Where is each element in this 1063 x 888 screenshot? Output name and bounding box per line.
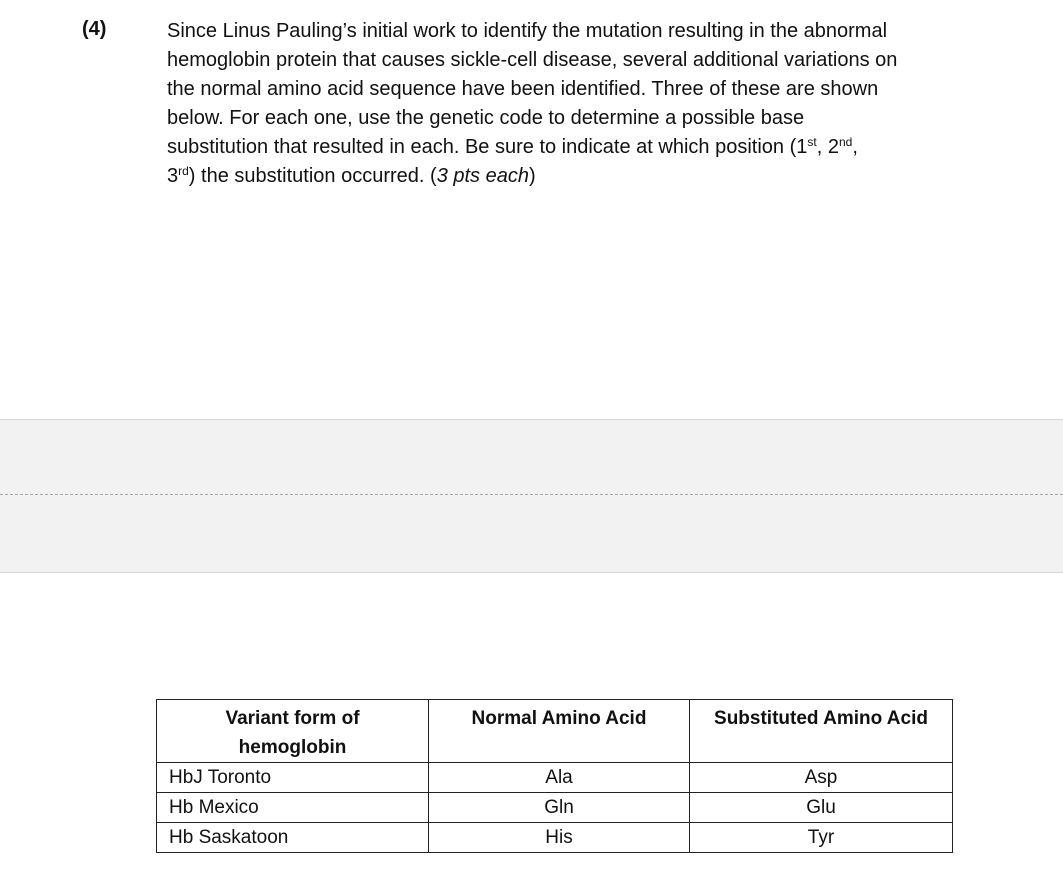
prompt-line [167, 133, 987, 162]
cell-substituted: Glu [690, 793, 953, 823]
prompt-line: Since Linus Pauling’s initial work to identify the mutation resulting in the abnormal [167, 20, 888, 42]
hemoglobin-variants-table [156, 699, 953, 853]
header-variant-line: Variant form of [225, 708, 360, 729]
header-substituted: Substituted Amino Acid [690, 700, 953, 763]
prompt-line: below. For each one, use the genetic code to determine a possible base [167, 107, 805, 129]
question-number: (4) [82, 18, 107, 40]
header-variant [157, 700, 429, 763]
cell-variant: Hb Saskatoon [157, 823, 429, 853]
header-normal: Normal Amino Acid [429, 700, 690, 763]
prompt-line [167, 162, 987, 191]
cell-normal: His [429, 823, 690, 853]
answer-gap-band [0, 419, 1063, 573]
prompt-line: the normal amino acid sequence have been identified. Three of these are shown [167, 78, 879, 100]
header-variant-line: hemoglobin [238, 737, 347, 758]
prompt-line: hemoglobin protein that causes sickle-cell disease, several additional variations on [167, 49, 898, 71]
prompt-text: ) [528, 165, 536, 187]
points-note: 3 pts each [436, 165, 529, 187]
prompt-text: , 2 [816, 136, 839, 158]
cell-normal: Ala [429, 763, 690, 793]
table-row [157, 793, 953, 823]
table-row [157, 763, 953, 793]
table-header-row [157, 700, 953, 763]
ordinal-suffix: rd [178, 164, 189, 178]
cell-substituted: Tyr [690, 823, 953, 853]
cell-variant: Hb Mexico [157, 793, 429, 823]
cell-substituted: Asp [690, 763, 953, 793]
prompt-text: substitution that resulted in each. Be sure to indicate at which position (1 [167, 136, 808, 158]
cell-variant: HbJ Toronto [157, 763, 429, 793]
cell-normal: Gln [429, 793, 690, 823]
question-prompt [167, 17, 987, 191]
page-break-divider [0, 494, 1063, 495]
table-row [157, 823, 953, 853]
ordinal-suffix: st [807, 135, 817, 149]
ordinal-suffix: nd [838, 135, 853, 149]
prompt-text: , [852, 136, 858, 158]
prompt-text: ) the substitution occurred. ( [188, 165, 437, 187]
prompt-text: 3 [167, 165, 179, 187]
